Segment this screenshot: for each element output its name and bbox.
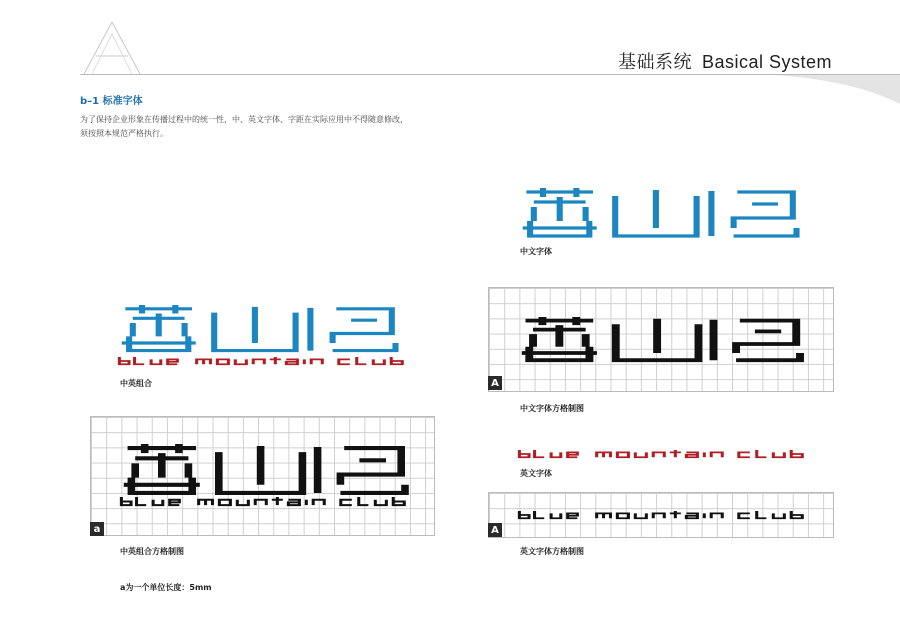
unit-tag-A-cn: A <box>488 376 502 390</box>
en-font-grid <box>488 492 834 538</box>
page-title-cn: 基础系统 <box>618 52 692 73</box>
section-intro: 为了保持企业形象在传播过程中的统一性，中、英文字体、字距在实际应用中不得随意修改，须按照本规范严格执行。 <box>80 115 408 138</box>
page-title <box>618 48 832 74</box>
section-heading: b–1 标准字体 <box>80 96 143 107</box>
page-title-en: Basical System <box>702 52 833 72</box>
caption-en-font: 英文字体 <box>520 469 552 478</box>
unit-tag-A-en: A <box>488 523 502 537</box>
caption-cn-font: 中文字体 <box>520 247 552 256</box>
cn-logo-blue <box>523 188 797 236</box>
header-divider <box>80 74 900 75</box>
cn-font-grid <box>488 287 834 392</box>
caption-combo: 中英组合 <box>120 379 152 388</box>
unit-tag-a: a <box>90 522 104 536</box>
watermark-letter-icon <box>84 22 140 74</box>
unit-length-note: a为一个单位长度：5mm <box>120 583 212 592</box>
en-wordmark-red <box>519 450 802 457</box>
combo-logo <box>119 305 402 364</box>
caption-en-grid: 英文字体方格制图 <box>520 547 584 556</box>
caption-cn-grid: 中文字体方格制图 <box>520 404 584 413</box>
corner-swoosh-icon <box>752 74 900 104</box>
combo-grid <box>90 416 435 536</box>
caption-combo-grid: 中英组合方格制图 <box>120 547 184 556</box>
